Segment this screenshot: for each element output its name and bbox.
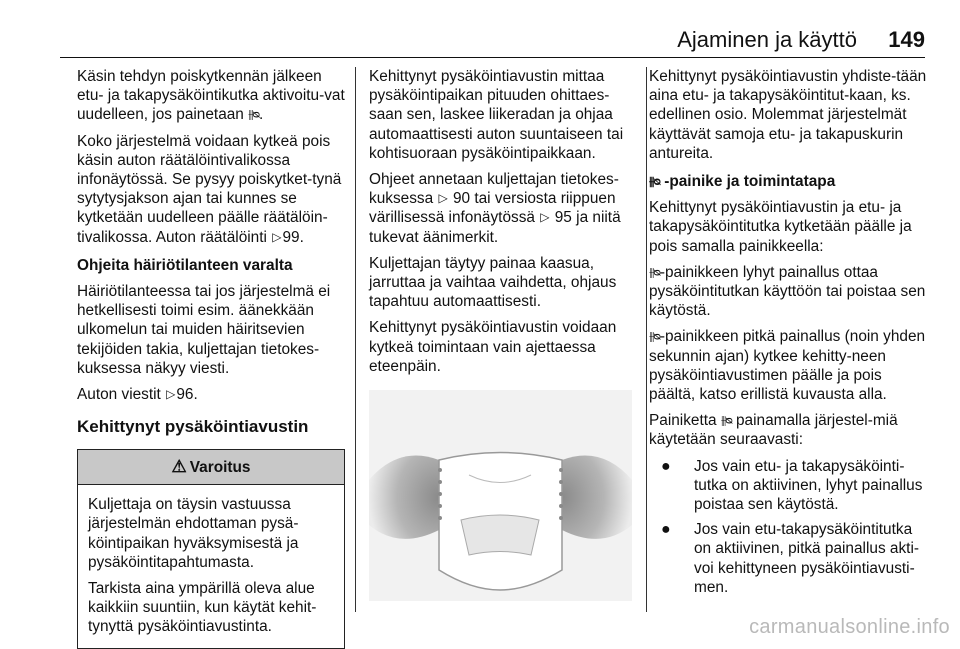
- car-sensor-diagram: [369, 390, 632, 601]
- warning-box: [77, 449, 345, 648]
- column-divider: [646, 67, 647, 612]
- column-3: [649, 67, 929, 603]
- page-reference-triangle-icon: ▷: [166, 387, 176, 402]
- warning-header: ⚠ Varoitus: [78, 450, 344, 485]
- bullet-list: [649, 457, 929, 597]
- page-reference-link[interactable]: 96.: [176, 386, 198, 404]
- column-2: [369, 67, 635, 601]
- paragraph: Koko järjestelmä voidaan kytkeä pois käsin auton räätälöintivalikossa infonäytössä. Se pysyy poiskytket-tynä sytytysjakson ajan tai kunnes se kytketään uudelleen päälle räätälöin-tivalikossa. Auton räätälöinti ▷99.: [77, 132, 342, 246]
- paragraph: Kuljettajan täytyy painaa kaasua, jarruttaa ja vaihtaa vaihdetta, ohjaus tapahtuu automaattisesti.: [369, 254, 617, 311]
- page-reference-triangle-icon: ▷: [540, 210, 550, 225]
- paragraph: Käsin tehdyn poiskytkennän jälkeen etu- ja takapysäköintikutka aktivoitu-vat uudelleen, jos painetaan ⫵ᴓ.: [77, 68, 345, 124]
- subheading: Ohjeita häiriötilanteen varalta: [77, 256, 293, 274]
- paragraph: Kehittynyt pysäköintiavustin yhdiste-tään aina etu- ja takapysäköintitut-kaan, ks. edellinen osio. Molemmat järjestelmät käyttävät samoja etu- ja takapuskurin antureita.: [649, 68, 927, 162]
- paragraph: ⫵ᴓ-painikkeen lyhyt painallus ottaa pysäköintitutkan käyttöön tai poistaa sen käytöstä.: [649, 263, 926, 320]
- paragraph: Kehittynyt pysäköintiavustin mittaa pysäköintipaikan pituuden ohittaes-saan sen, laskee liikeradan ja ohjaa automaattisesti auton suuntaiseen tai kohtisuoraan pysäköintipaikkaan.: [369, 68, 624, 162]
- paragraph: ⫵ᴓ-painikkeen pitkä painallus (noin yhden sekunnin ajan) kytkee kehitty-neen pysäköintiavustimen päälle ja pois päältä, katso erillistä kuvausta alla.: [649, 328, 926, 404]
- section-title: Ajaminen ja käyttö: [677, 27, 857, 52]
- watermark: carmanualsonline.info: [749, 616, 950, 638]
- paragraph: Painiketta ⫵ᴓ painamalla järjestel-miä käytetään seuraavasti:: [649, 412, 898, 449]
- parking-assist-icon: ⫵ᴓ: [649, 329, 660, 344]
- parking-assist-icon: ⫵ᴓ: [649, 174, 660, 189]
- paragraph: Kehittynyt pysäköintiavustin voidaan kytkeä toimintaan vain ajettaessa eteenpäin.: [369, 319, 617, 375]
- right-sensor-zone: [562, 456, 632, 539]
- page-reference-triangle-icon: ▷: [438, 191, 448, 206]
- page-header: [60, 26, 925, 56]
- section-heading: Kehittynyt pysäköintiavustin: [77, 417, 309, 437]
- parking-assist-icon: ⫵ᴓ: [649, 264, 660, 279]
- list-item: ● Jos vain etu-takapysäköintitutka on aktiivinen, pitkä painallus akti-voi kehittyneen pysäköintiavusti-men.: [661, 521, 919, 596]
- warning-body: [78, 485, 344, 647]
- subheading: ⫵ᴓ -painike ja toimintatapa: [649, 173, 836, 191]
- warning-paragraph: Kuljettaja on täysin vastuussa järjestelmän ehdottaman pysä-köintipaikan hyväksymisestä ja pysäköintitapahtumasta.: [88, 496, 299, 571]
- car-windshield: [461, 515, 539, 555]
- parking-sensor-illustration: [369, 390, 632, 601]
- left-sensor-zone: [369, 456, 439, 539]
- warning-paragraph: Tarkista aina ympärillä oleva alue kaikkiin suuntiin, kun käytät kehit-tynyttä pysäköintiavustinta.: [88, 580, 317, 636]
- header-divider: [60, 57, 925, 58]
- parking-assist-icon: ⫵ᴓ: [720, 413, 732, 428]
- paragraph: Kehittynyt pysäköintiavustin ja etu- ja takapysäköintitutka kytketään päälle ja pois samalla painikkeella:: [649, 199, 912, 255]
- page-number: 149: [888, 27, 925, 52]
- page-reference-link[interactable]: 99.: [282, 228, 304, 246]
- column-1: [77, 67, 345, 649]
- paragraph: Ohjeet annetaan kuljettajan tietokes-kuksessa ▷ 90 tai versiosta riippuen värillisessä infonäytössä ▷ 95 ja niitä tukevat äänimerkit.: [369, 171, 621, 246]
- column-divider: [355, 67, 356, 612]
- parking-assist-icon: ⫵ᴓ: [248, 107, 259, 122]
- paragraph: Auton viestit ▷96.: [77, 386, 198, 404]
- page-reference-triangle-icon: ▷: [272, 229, 282, 244]
- list-item: ● Jos vain etu- ja takapysäköinti-tutka on aktiivinen, lyhyt painallus poistaa sen käytöstä.: [661, 457, 923, 514]
- paragraph: Häiriötilanteessa tai jos järjestelmä ei hetkellisesti toimi esim. äänekkään ulkomelun tai muiden häiritsevien tekijöiden takia, kuljettajan tietokes-kuksessa näkyy viesti.: [77, 283, 331, 377]
- warning-triangle-icon: ⚠: [171, 457, 187, 477]
